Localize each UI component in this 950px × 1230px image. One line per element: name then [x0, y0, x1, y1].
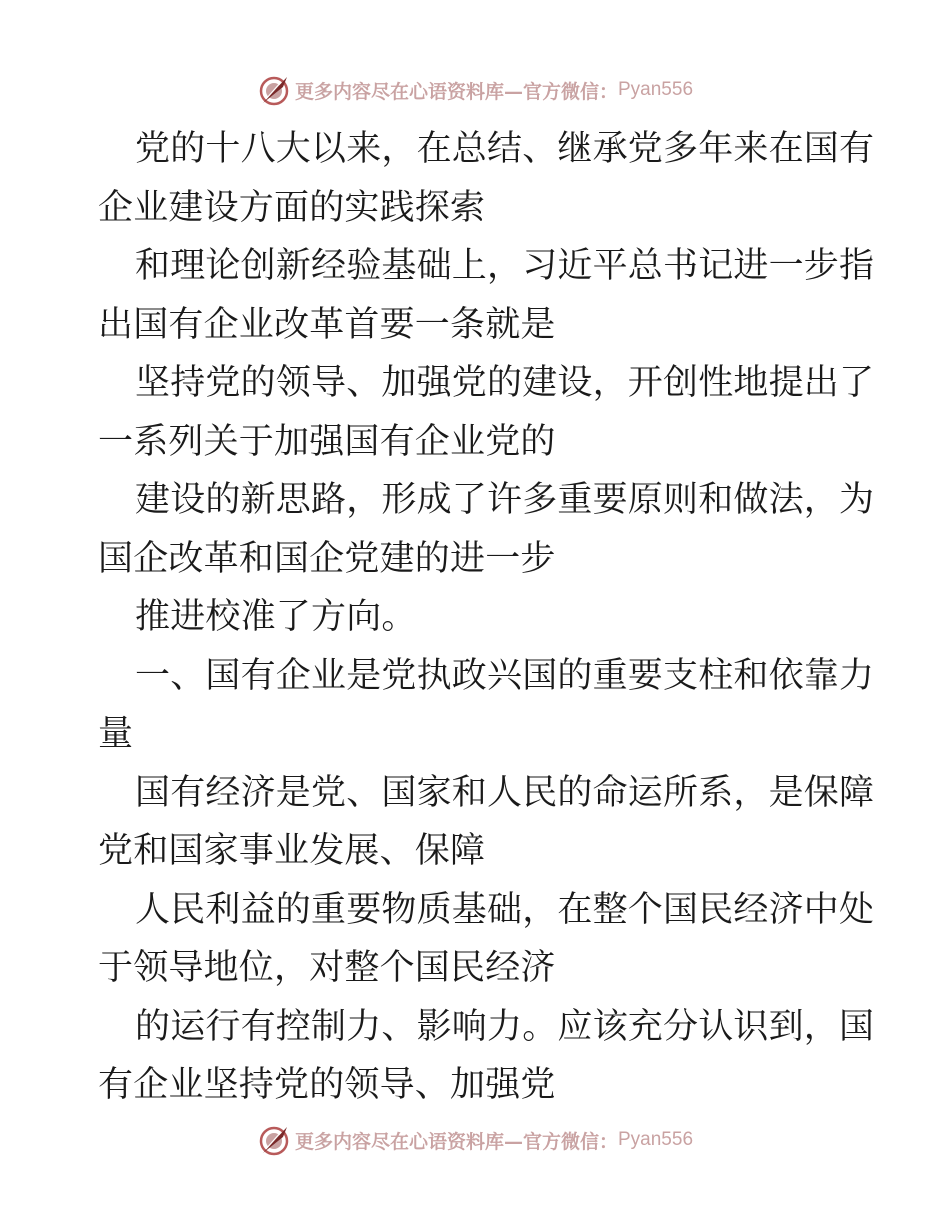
watermark-text: 更多内容尽在心语资料库—官方微信： — [294, 80, 618, 103]
text-line: 国企改革和国企党建的进一步 — [98, 538, 556, 579]
text-line: 建设的新思路，形成了许多重要原则和做法，为 — [135, 480, 875, 520]
text-line: 党的十八大以来，在总结、继承党多年来在国有 — [135, 129, 875, 169]
quill-seal-icon — [257, 73, 291, 107]
text-line: 一系列关于加强国有企业党的 — [98, 421, 556, 462]
text-line: 有企业坚持党的领导、加强党 — [98, 1065, 556, 1105]
text-line: 推进校准了方向。 — [135, 597, 417, 637]
text-line: 和理论创新经验基础上，习近平总书记进一步指 — [135, 246, 875, 286]
header-watermark — [0, 70, 950, 110]
watermark-wechat-id: Pyan556 — [618, 79, 694, 100]
watermark-wechat-id: Pyan556 — [618, 1129, 694, 1150]
document-body — [98, 120, 875, 1115]
text-line: 党和国家事业发展、保障 — [98, 831, 486, 871]
text-line: 企业建设方面的实践探索 — [98, 187, 486, 228]
text-line: 量 — [98, 714, 134, 754]
text-line: 国有经济是党、国家和人民的命运所系，是保障 — [135, 772, 875, 813]
quill-seal-icon — [257, 1123, 291, 1157]
text-line: 一、国有企业是党执政兴国的重要支柱和依靠力 — [135, 655, 875, 696]
footer-watermark — [0, 1120, 950, 1160]
text-line: 出国有企业改革首要一条就是 — [98, 304, 556, 345]
text-line: 坚持党的领导、加强党的建设，开创性地提出了 — [135, 363, 875, 403]
watermark-text: 更多内容尽在心语资料库—官方微信： — [294, 1130, 618, 1153]
text-line: 人民利益的重要物质基础，在整个国民经济中处 — [135, 889, 875, 930]
text-line: 的运行有控制力、影响力。应该充分认识到，国 — [135, 1006, 875, 1047]
text-line: 于领导地位，对整个国民经济 — [98, 948, 556, 988]
